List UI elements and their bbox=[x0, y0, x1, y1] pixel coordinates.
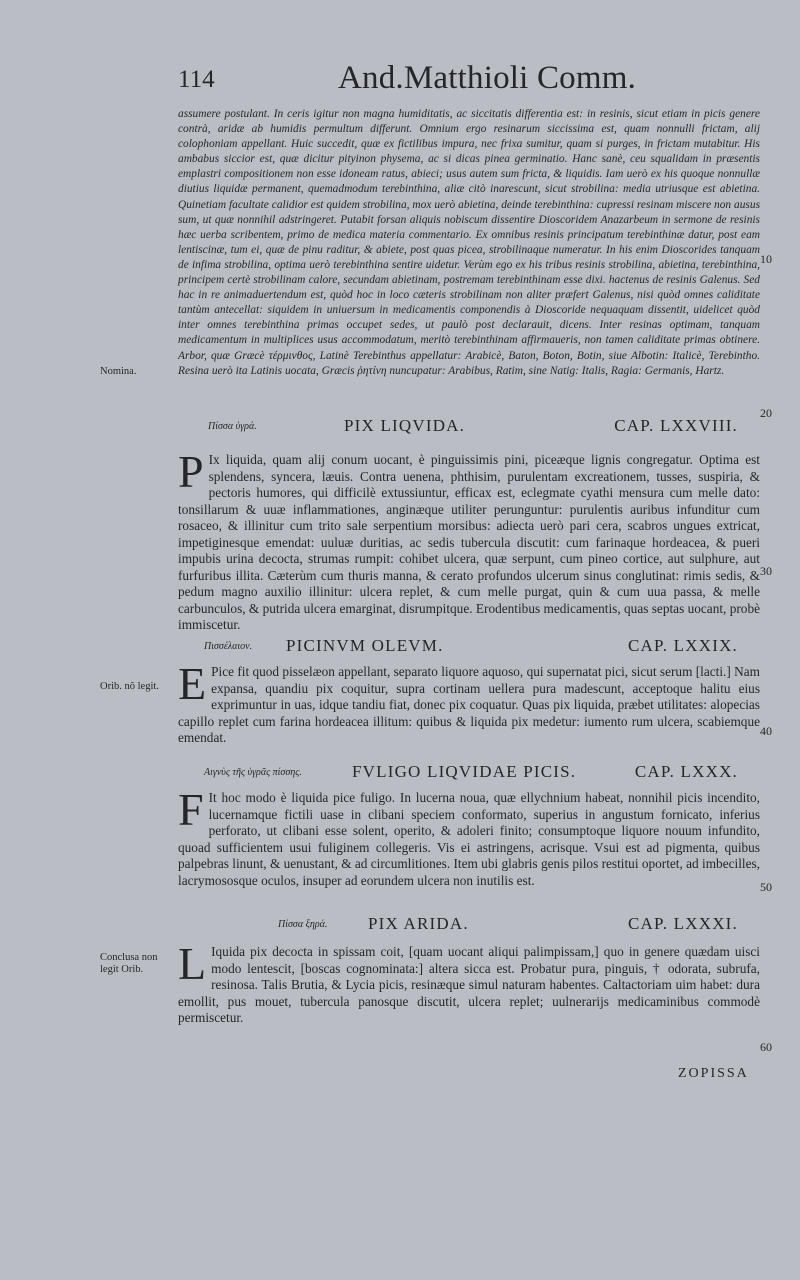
chapter-number: CAP. LXXVIII. bbox=[614, 416, 738, 435]
chapter-heading bbox=[178, 762, 738, 784]
drop-initial: F bbox=[178, 784, 204, 835]
chapter-text: Ix liquida, quam alij conum uocant, è pinguissimis pini, piceæque lignis congregatur. Optima est splendens, syncera, læuis. Contra uenena, phthisim, purulentam excreationem, tusses, suspiria, & pectoris humores, qui difficilè extussiuntur, efficax est, eclegmate cyathi mensura cum melle dato: tonsillarum & uuæ inflammationes, anginæque utiliter perunguntur: purulentis auribus infunditur cum rosaceo, & illinitur cum trito sale serpentium morsibus: adiecta uerò pari cera, scabros ungues extricat, impetiginesque emendat: uuluæ duritias, ac sedis tubercula discutit: cum farinaque hordeacea, & pueri impubis urina decocta, strumas rumpit: cohibet ulcera, quæ serpunt, cum pineo cortice, aut sulphure, aut furfuribus illita. Cæterùm cum thuris manna, & cerato profundos ulcerum sinus conglutinat: rimis sedis, & pedum magno auxilio illinitur: ulcera replet, & cum melle purgat, quin & cum uua passa, & melle carbunculos, & putrida ulcera emarginat, disrumpitque. Erodentibus medicamentis, quas septas uocant, probè immiscetur. bbox=[178, 452, 760, 632]
margin-note-conclusa: Conclusa non legit Orib. bbox=[100, 952, 158, 975]
chapter-text: Iquida pix decocta in spissam coit, [quam uocant aliqui palimpissam,] quo in genere quædam uisci modo lentescit, [boscas cognominata:] altera sicca est. Probatur pura, pinguis, † odorata, subrufa, resinosa. Talis Brutia, & Lycia picis, resinæque simul naturam habentes. Caltactoriam uim habet: dura emollit, pus mouet, tubercula panosque discutit, ulcera replet; uulnerarijs medicaminibus commodè permiscetur. bbox=[178, 944, 760, 1025]
margin-note-nomina: Nomina. bbox=[100, 366, 137, 377]
chapter-title: PIX ARIDA. bbox=[368, 914, 469, 933]
greek-title: Αιγνὺς τῆς ὑγρᾶς πίσσης. bbox=[204, 767, 302, 778]
running-head: And.Matthioli Comm. bbox=[338, 60, 637, 96]
chapter-body bbox=[178, 446, 760, 634]
catchword: ZOPISSA bbox=[678, 1066, 749, 1081]
intro-paragraph: assumere postulant. In ceris igitur non magna humiditatis, ac siccitatis differentia est: in resinis, sicut etiam in picis genere contrà, aridæ ab humidis permultum differunt. Omnium ergo resinarum siccissima est, quam nonnulli frictam, alij colophoniam appellant. Huic succedit, quæ ex fictilibus impura, nec frixa sumitur, quam si purges, in frictam mutabitur. His ambabus siccior est, quæ dicitur pityinon physema, ac si dicas pinea germinatio. Hanc sanè, ceu squalidam in præsentis emplastri compositionem non esse idoneam ratus, abieci; usus autem sum fricta, & liquidis. Iam uerò ex his quoque nonnullæ diutius liquidæ permanent, quemadmodum terebinthina, aliæ citò inarescunt, sicut strobilina: media utriusque est abietina. Quinetiam facultate calidior est quidem strobilina, mox uerò abietina, deinde terebinthina: cupressi resinam miscere non ausus sum, ut quæ nonnihil adstringeret. Putabit forsan aliquis nobiscum dissentire Dioscoridem Anazarbeum in sermone de resinis hæc uerba scribentem, primo de medica materia commentario. Ex omnibus resinis principatum terebinthinæ datur, post eam lentiscinæ, tum ei, quæ de pinu raditur, & abiete, post quas picea, strobilinaque numeratur. In his enim Dioscorides tanquam de infima strobilina, optima uerò terebinthina sentire uidetur. Verùm ego ex his tribus resinis strobilina, abietina, terebinthina, principem certè strobilinam calore, secundam abietinam, postremam terebinthinam esse dixi. hactenus de resinis Galenus. Sed hac in re animaduertendum est, quòd hoc in loco cæteris strobilinam non aliter præfert Galenus, nisi quòd omnes caliditate tantùm antecellat: siquidem in uniuersum in medicamentis componendis à Dioscoride nequaquam dissentit, uidelicet quòd inter omnes terebinthina primas occupet sedes, ut paulò post declarauit, dicens. Inter resinas optimam, tanquam medicamentum in multiplices usus accommodatum, meritò terebinthinam affirmaueris, non tamen caliditate primas obtinere. Arbor, quæ Græcè τέρμινθος, Latinè Terebinthus appellatur: Arabicè, Baton, Boton, Botin, siue Albotin: Italicè, Terebintho. Resina uerò ita Latinis uocata, Græcis ῥητίνη nuncupatur: Arabibus, Ratim, sine Natig: Italis, Ragia: Germanis, Hartz. bbox=[178, 108, 760, 377]
drop-initial: E bbox=[178, 658, 207, 709]
line-number: 30 bbox=[760, 564, 772, 578]
drop-initial: L bbox=[178, 938, 207, 989]
chapter-title: PICINVM OLEVM. bbox=[286, 636, 444, 655]
greek-title: Πισσέλαιον. bbox=[204, 641, 253, 652]
chapter-number: CAP. LXXIX. bbox=[627, 636, 738, 655]
chapter-number: CAP. LXXXI. bbox=[627, 914, 738, 933]
page-number: 114 bbox=[178, 66, 215, 93]
chapter-heading bbox=[178, 914, 738, 936]
margin-note-orib: Orib. nõ legit. bbox=[100, 681, 159, 692]
chapter-body bbox=[178, 784, 760, 889]
chapter-text: Pice fit quod pisselæon appellant, separato liquore aquoso, qui supernatat pici, sicut serum [lacti.] Nam expansa, quandiu pix coquitur, supra cortinam uellera pura madescunt, acceptoque halitu eius exprimuntur in uas, idque tandiu fiat, donec pix coquatur. Quas pix liquida, præbet utilitates: alopecias capillo replet cum farina hordeacea illitum: quibus & liquida pix medetur: iumento rum ulcera, scabiemque emendat. bbox=[178, 664, 760, 745]
chapter-heading bbox=[178, 416, 738, 438]
greek-title: Πίσσα ξηρά. bbox=[278, 919, 328, 930]
chapter-heading bbox=[178, 636, 738, 658]
chapter-text: It hoc modo è liquida pice fuligo. In lucerna noua, quæ ellychnium habeat, nonnihil picis incendito, lucernamque fictili uase in clibani speciem conformato, superius in angustum fornicato, inferius perforato, ut clibani esse solent, operito, & adoleri finito; consumptoque liquore nouum infundito, quoad sufficientem usui fuliginem collegeris. Vis ei astringens, acrisque. Vsui est ad pigmenta, quibus palpebras linunt, & uenustant, & ad circumlitiones. Item ubi glabris genis pilos restitui oportet, ad imbecilles, lacrymososque oculos, insuper ad eorundem ulcera non inutilis est. bbox=[178, 790, 760, 888]
line-number: 40 bbox=[760, 724, 772, 738]
page-header bbox=[178, 60, 738, 104]
line-number: 60 bbox=[760, 1040, 772, 1054]
greek-title: Πίσσα ὑγρά. bbox=[208, 421, 257, 432]
chapter-number: CAP. LXXX. bbox=[634, 762, 738, 781]
drop-initial: P bbox=[178, 446, 204, 497]
chapter-body bbox=[178, 658, 760, 747]
chapter-body bbox=[178, 938, 760, 1027]
line-number: 20 bbox=[760, 406, 772, 420]
chapter-title: PIX LIQVIDA. bbox=[344, 416, 466, 435]
line-number: 50 bbox=[760, 880, 772, 894]
chapter-title: FVLIGO LIQVIDAE PICIS. bbox=[352, 762, 577, 781]
line-number: 10 bbox=[760, 252, 772, 266]
intro-block bbox=[178, 107, 760, 379]
